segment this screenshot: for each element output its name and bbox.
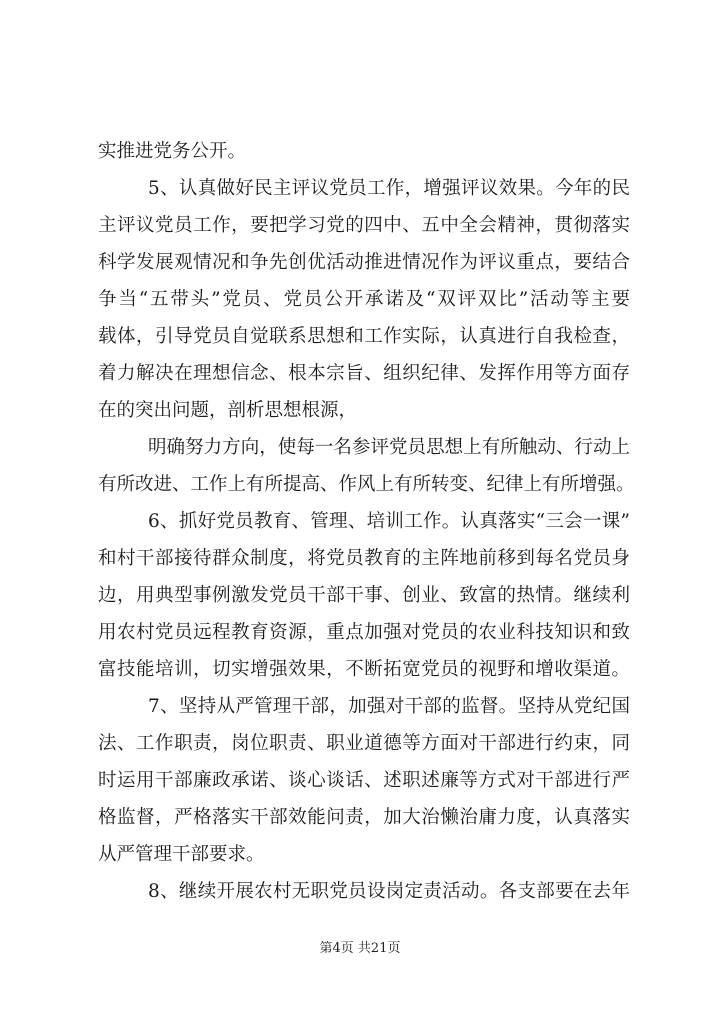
text-line: 有所改进、工作上有所提高、作风上有所转变、纪律上有所增强。 xyxy=(98,474,635,495)
text-line: 和村干部接待群众制度，将党员教育的主阵地前移到每名党员身 xyxy=(98,548,630,569)
text-line: 富技能培训，切实增强效果，不断拓宽党员的视野和增收渠道。 xyxy=(98,659,630,680)
text-line: 6、抓好党员教育、管理、培训工作。认真落实“三会一课” xyxy=(148,511,630,532)
text-line: 科学发展观情况和争先创优活动推进情况作为评议重点，要结合 xyxy=(98,252,630,273)
text-line: 明确努力方向，使每一名参评党员思想上有所触动、行动上 xyxy=(148,437,630,458)
text-line: 法、工作职责，岗位职责、职业道德等方面对干部进行约束，同 xyxy=(98,733,630,754)
text-line: 5、认真做好民主评议党员工作，增强评议效果。今年的民 xyxy=(148,178,630,199)
text-line: 格监督，严格落实干部效能问责，加大治懒治庸力度，认真落实 xyxy=(98,807,630,828)
text-line: 8、继续开展农村无职党员设岗定责活动。各支部要在去年 xyxy=(148,881,630,902)
text-line: 着力解决在理想信念、根本宗旨、组织纪律、发挥作用等方面存 xyxy=(98,363,630,384)
text-line: 边，用典型事例激发党员干部干事、创业、致富的热情。继续利 xyxy=(98,585,630,606)
page-footer: 第4页 共21页 xyxy=(319,941,401,956)
text-line: 用农村党员远程教育资源，重点加强对党员的农业科技知识和致 xyxy=(98,622,630,643)
text-line: 载体，引导党员自觉联系思想和工作实际，认真进行自我检查， xyxy=(98,326,630,347)
text-line: 实推进党务公开。 xyxy=(98,141,247,162)
text-line: 争当“五带头”党员、党员公开承诺及“双评双比”活动等主要 xyxy=(98,289,630,310)
text-line: 从严管理干部要求。 xyxy=(98,844,265,865)
text-line: 7、坚持从严管理干部，加强对干部的监督。坚持从党纪国 xyxy=(148,696,630,717)
text-line: 主评议党员工作，要把学习党的四中、五中全会精神，贯彻落实 xyxy=(98,215,630,236)
text-line: 在的突出问题，剖析思想根源， xyxy=(98,400,358,421)
text-line: 时运用干部廉政承诺、谈心谈话、述职述廉等方式对干部进行严 xyxy=(98,770,630,791)
